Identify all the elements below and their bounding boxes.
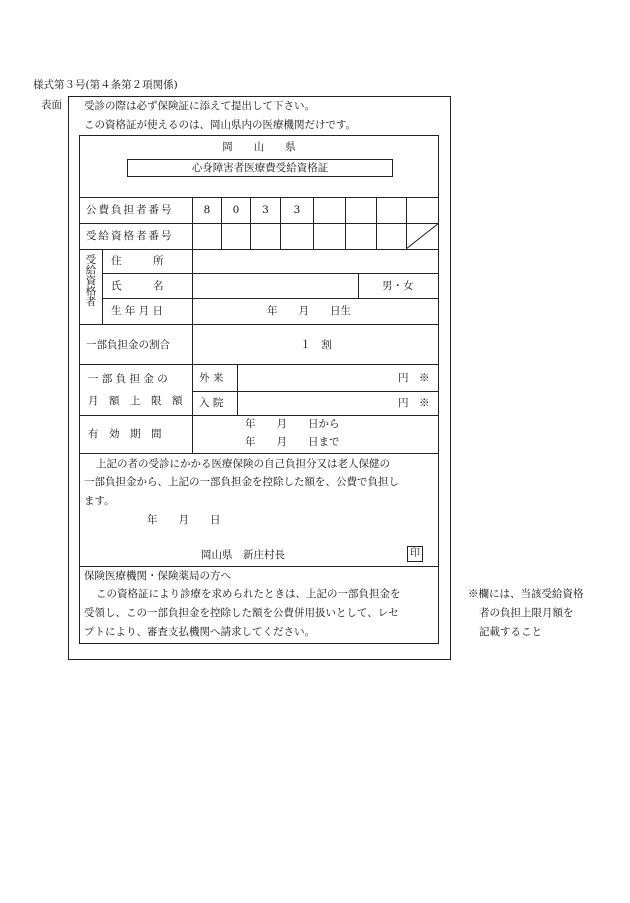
- statement-line-3: ます。: [84, 495, 115, 507]
- diagonal-slash: [406, 223, 439, 249]
- validity-label: 有 効 期 間: [88, 428, 162, 440]
- seal-text: 印: [410, 548, 420, 559]
- limit-label-line-2: 月 額 上 限 額: [88, 395, 183, 407]
- prefecture-heading: 岡 山 県: [222, 141, 296, 153]
- outpatient-label: 外 来: [199, 372, 224, 384]
- payer-digit: 8: [203, 204, 211, 216]
- recipient-number-label: 受給資格者番号: [86, 230, 174, 242]
- payer-digit: 0: [232, 204, 240, 216]
- form-label: 様式第３号(第４条第２項関係): [33, 79, 178, 91]
- name-label: 氏 名: [111, 280, 164, 292]
- institutions-line-2: 受領し、この一部負担金を控除した額を公費併用扱いとして、レセ: [84, 607, 399, 619]
- sex-field: 男・女: [382, 280, 414, 292]
- ratio-value: １ 割: [300, 339, 332, 351]
- side-note-line-2: 者の負担上限月額を: [479, 607, 574, 619]
- certificate-title: 心身障害者医療費受給資格証: [191, 162, 329, 174]
- inpatient-label: 入 院: [199, 397, 224, 409]
- side-label: 表面: [41, 99, 62, 111]
- institutions-title: 保険医療機関・保険薬局の方へ: [84, 570, 231, 582]
- validity-from: 年 月 日から: [245, 418, 340, 430]
- notice-line-1: 受診の際は必ず保険証に添えて提出して下さい。: [84, 100, 315, 112]
- birth-label: 生 年 月 日: [111, 305, 164, 317]
- payer-digit: 3: [262, 204, 269, 216]
- statement-line-1: 上記の者の受診にかかる医療保険の自己負担分又は老人保健の: [96, 458, 390, 470]
- inpatient-yen: 円 ※: [398, 397, 430, 409]
- issue-date: 年 月 日: [147, 514, 221, 526]
- address-label: 住 所: [111, 255, 164, 267]
- side-note-line-3: 記載すること: [479, 626, 542, 638]
- institutions-line-3: プトにより、審査支払機関へ請求してください。: [84, 626, 315, 638]
- recipient-group-label: 受給資格者: [84, 254, 97, 307]
- payer-number-label: 公費負担者番号: [86, 204, 174, 216]
- validity-to: 年 月 日まで: [245, 436, 340, 448]
- statement-line-2: 一部負担金から、上記の一部負担金を控除した額を、公費で負担し: [84, 476, 399, 488]
- payer-digit: 3: [293, 204, 301, 216]
- birth-value: 年 月 日生: [267, 305, 351, 317]
- outpatient-yen: 円 ※: [398, 372, 430, 384]
- institutions-line-1: この資格証により診療を求められたときは、上記の一部負担金を: [96, 588, 401, 600]
- notice-line-2: この資格証が使えるのは、岡山県内の医療機関だけです。: [84, 119, 357, 131]
- side-note-line-1: ※欄には、当該受給資格: [468, 588, 584, 600]
- limit-label-line-1: 一 部 負 担 金 の: [88, 373, 168, 385]
- ratio-label: 一部負担金の割合: [86, 339, 170, 351]
- issuer: 岡山県 新庄村長: [201, 549, 285, 561]
